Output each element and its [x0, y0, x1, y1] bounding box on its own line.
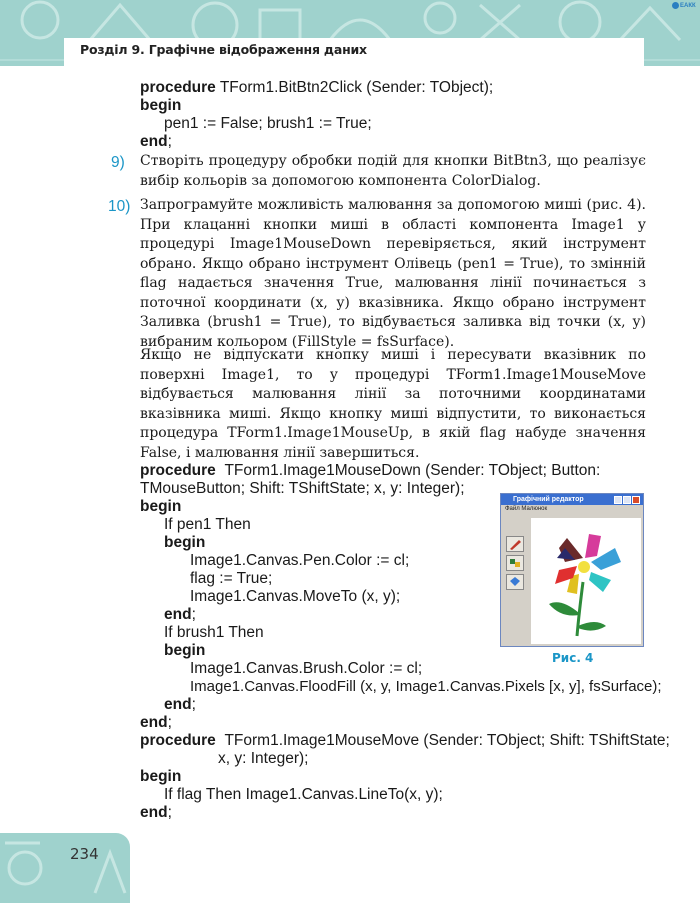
code-keyword: procedure: [140, 462, 216, 479]
code-line: If flag Then Image1.Canvas.LineTo(x, y);: [164, 786, 443, 803]
code-text: ;: [167, 804, 172, 821]
code-line: pen1 := False; brush1 := True;: [164, 115, 372, 132]
code-line: begin: [140, 97, 182, 114]
logo-icon: [672, 2, 679, 9]
item-9-text: Створіть процедуру обробки подій для кнопки BitBtn3, що реалізує вибір кольорів за допомогою компонента ColorDialog.: [140, 153, 646, 189]
graphic-editor-figure: [500, 493, 644, 647]
code-text: TForm1.Image1MouseDown (Sender: TObject; Button:: [224, 462, 601, 479]
code-keyword: end: [164, 696, 192, 713]
page-number: 234: [70, 845, 99, 863]
code-line: flag := True;: [190, 570, 273, 587]
code-text: ;: [191, 606, 196, 623]
code-text: ;: [191, 696, 196, 713]
code-line: Image1.Canvas.Brush.Color := cl;: [190, 660, 423, 677]
close-icon: [632, 496, 640, 504]
code-keyword: end: [140, 133, 168, 150]
item-number: 9): [111, 154, 125, 171]
code-line: [164, 606, 196, 624]
color-tool-icon: [506, 555, 524, 571]
figure-caption: Рис. 4: [552, 651, 594, 665]
code-line: [140, 714, 172, 732]
footer-pattern: [0, 833, 130, 903]
code-line: [140, 462, 600, 480]
code-line: begin: [164, 642, 206, 659]
code-line: begin: [140, 498, 182, 515]
code-line: [140, 804, 172, 822]
section-title: Розділ 9. Графічне відображення даних: [80, 42, 367, 57]
item-number: 10): [108, 198, 131, 215]
minimize-icon: [614, 496, 622, 504]
flower-drawing: [531, 518, 641, 644]
item-10-paragraph-2: Якщо не відпускати кнопку миші і пересувати вказівник по поверхні Image1, то у процедурі TForm1.Image1MouseMove відбувається малювання лінії за поточними координатами вказівника миші. Якщо кнопку миші відпустити, то виконається процедура TForm1.Image1MouseUp, в якій flag набуде значення False, і малювання лінії завершиться.: [140, 347, 646, 461]
code-line: [140, 732, 670, 750]
publisher-logo: [672, 2, 700, 12]
code-line: [164, 696, 196, 714]
code-text: ;: [167, 133, 172, 150]
drawing-canvas: [531, 518, 641, 644]
maximize-icon: [623, 496, 631, 504]
code-line: Image1.Canvas.FloodFill (x, y, Image1.Canvas.Pixels [x, y], fsSurface);: [190, 678, 662, 695]
code-line: [140, 133, 172, 151]
logo-text: ЕАКК: [680, 3, 696, 10]
code-keyword: end: [140, 714, 168, 731]
code-text: ;: [167, 714, 172, 731]
code-line: x, y: Integer);: [218, 750, 309, 767]
window-title: Графічний редактор: [513, 496, 584, 503]
footer-corner: [0, 833, 130, 903]
fill-tool-icon: [506, 574, 524, 590]
window-titlebar: [501, 494, 643, 505]
code-line: begin: [140, 768, 182, 785]
code-line: Image1.Canvas.Pen.Color := cl;: [190, 552, 410, 569]
code-keyword: end: [164, 606, 192, 623]
code-line: begin: [164, 534, 206, 551]
code-text: TForm1.Image1MouseMove (Sender: TObject; Shift: TShiftState;: [224, 732, 670, 749]
code-keyword: procedure: [140, 732, 216, 749]
code-line: If brush1 Then: [164, 624, 264, 641]
code-line: TMouseButton; Shift: TShiftState; x, y: Integer);: [140, 480, 465, 497]
code-keyword: procedure: [140, 79, 216, 96]
code-line: If pen1 Then: [164, 516, 251, 533]
code-text: TForm1.BitBtn2Click (Sender: TObject);: [219, 79, 494, 96]
item-10-paragraph-1: Запрограмуйте можливість малювання за допомогою миші (рис. 4). При клацанні кнопки миші в області компонента Image1 у процедурі Image1MouseDown перевіряється, який інструмент обрано. Якщо обрано інструмент Олівець (pen1 = True), то змінній flag надається значення True, малювання лінії починається з поточної координати (x, y) вказівника. Якщо обрано інструмент Заливка (brush1 = True), то відбувається заливка від точки (x, y) вибраним кольором (FillStyle = fsSurface).: [140, 197, 646, 350]
header-band: [0, 0, 700, 66]
code-line: Image1.Canvas.MoveTo (x, y);: [190, 588, 401, 605]
window-menu: Файл Малюнок: [505, 506, 548, 512]
code-line: [140, 79, 493, 97]
pencil-tool-icon: [506, 536, 524, 552]
code-keyword: end: [140, 804, 168, 821]
